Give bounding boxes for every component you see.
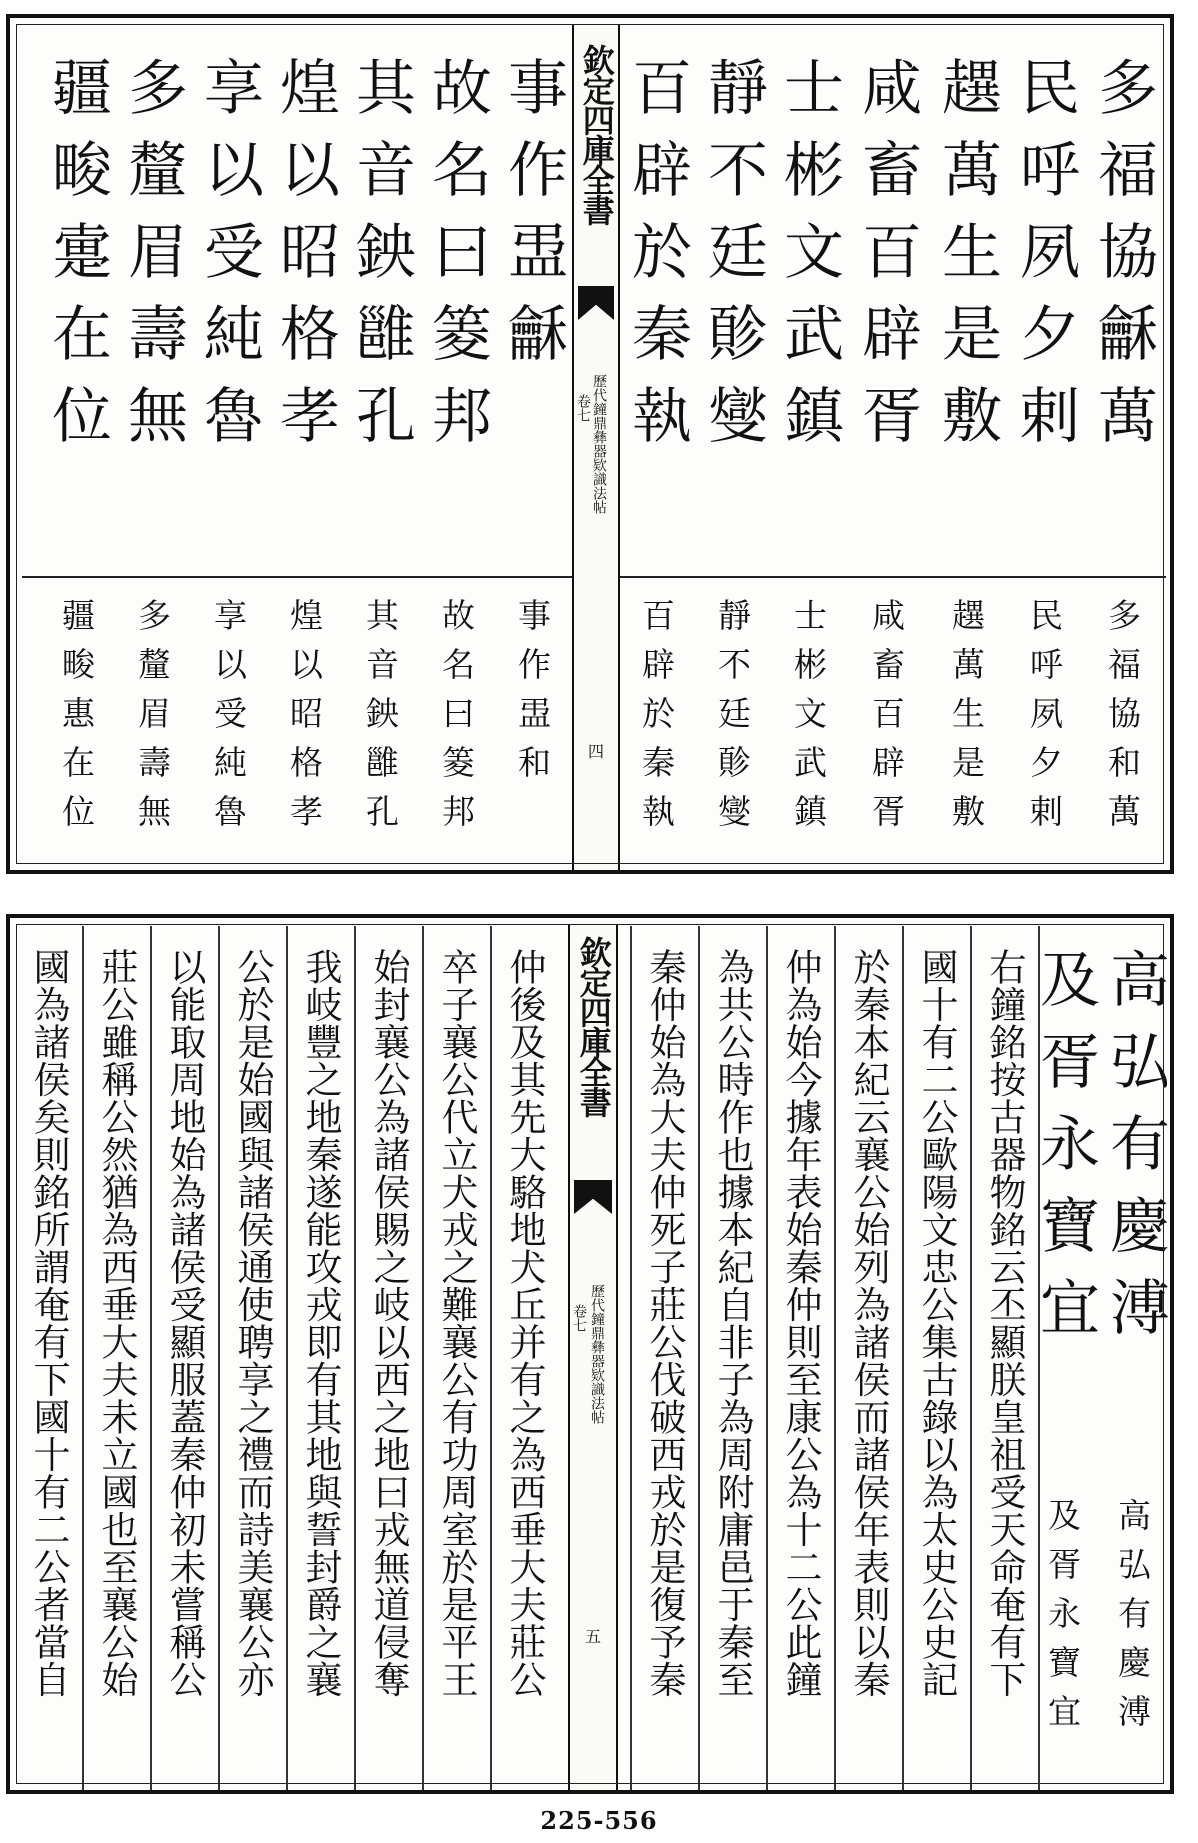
top-right-seal-col-2: 民呼夙夕剌	[1010, 56, 1080, 466]
top-page-gutter	[572, 24, 620, 870]
top-gloss-divider-left	[22, 576, 572, 578]
bottom-left-text-col-2: 卒子襄公代立犬戎之難襄公有功周室於是平王	[435, 948, 478, 1698]
bottom-right-text-col-6: 秦仲始為大夫仲死子莊公伐破西戎於是復予秦	[643, 948, 686, 1698]
bottom-header-title: 欽定四庫全書	[574, 936, 613, 1116]
top-left-gloss-col-4: 煌以昭格孝	[285, 598, 324, 843]
top-left-gloss-col-2: 故名曰䈊邦	[437, 598, 476, 843]
top-right-gloss-col-3: 趩萬生是敷	[947, 598, 986, 843]
bottom-leaf-number: 五	[584, 1627, 602, 1646]
bottom-right-text-col-5: 為共公時作也據本紀自非子為周附庸邑于秦至	[711, 948, 754, 1698]
top-right-seal-col-4: 咸畜百辟胥	[852, 56, 922, 466]
top-left-seal-col-7: 疆畯疐在位	[42, 56, 112, 466]
top-right-seal-col-6: 靜不廷䪾燮	[698, 56, 768, 466]
top-left-gloss-col-7: 疆畯惠在位	[57, 598, 96, 843]
bottom-header-volume: 卷七	[571, 1304, 587, 1332]
bottom-right-text-col-4: 仲為始今據年表始秦仲則至康公為十二公此鐘	[779, 948, 822, 1698]
top-left-gloss-col-5: 享以受純魯	[209, 598, 248, 843]
top-fish-tail-mark	[578, 286, 614, 320]
bottom-right-gloss-col-1: 高弘有慶溥	[1113, 1498, 1152, 1743]
bottom-page	[6, 914, 1174, 1794]
bottom-page-gutter	[568, 924, 618, 1790]
bottom-left-text-col-8: 國為諸侯矣則銘所謂奄有下國十有二公者當自	[27, 948, 70, 1698]
top-header-volume: 卷七	[575, 394, 591, 422]
bottom-left-text-col-4: 我岐豐之地秦遂能攻戎即有其地與誓封爵之襄	[299, 948, 342, 1698]
top-header-subtitle: 歷代鐘鼎彝器欵識法帖	[591, 374, 607, 514]
top-right-seal-col-1: 多福協龢萬	[1088, 56, 1158, 466]
top-left-gloss-col-6: 多釐眉壽無	[133, 598, 172, 843]
top-right-gloss-col-6: 靜不廷䪾燮	[713, 598, 752, 843]
bottom-right-text-col-2: 國十有二公歐陽文忠公集古錄以為太史公史記	[915, 948, 958, 1698]
bottom-right-seal-col-2: 及胥永寶宜	[1030, 948, 1100, 1358]
top-left-seal-col-4: 煌以昭格孝	[270, 56, 340, 466]
top-left-seal-col-6: 多釐眉壽無	[118, 56, 188, 466]
top-leaf-number: 四	[587, 742, 605, 761]
bottom-right-text-col-3: 於秦本紀云襄公始列為諸侯而諸侯年表則以秦	[847, 948, 890, 1698]
top-right-seal-col-5: 士彬文武鎮	[774, 56, 844, 466]
top-left-seal-col-3: 其音鉠雝孔	[346, 56, 416, 466]
bottom-right-seal-col-1: 高弘有慶溥	[1100, 948, 1170, 1358]
top-right-gloss-col-4: 咸畜百辟胥	[867, 598, 906, 843]
page-number: 225-556	[540, 1806, 658, 1835]
bottom-right-text-col-1: 右鐘銘按古器物銘云丕顯朕皇祖受天命奄有下	[983, 948, 1026, 1698]
top-right-gloss-col-2: 民呼夙夕剌	[1025, 598, 1064, 843]
top-left-seal-col-5: 享以受純魯	[194, 56, 264, 466]
bottom-left-text-col-3: 始封襄公為諸侯賜之岐以西之地曰戎無道侵奪	[367, 948, 410, 1698]
bottom-left-text-col-6: 以能取周地始為諸侯受顯服蓋秦仲初未嘗稱公	[163, 948, 206, 1698]
bottom-left-text-col-7: 莊公雖稱公然猶為西垂大夫未立國也至襄公始	[95, 948, 138, 1698]
top-left-seal-col-2: 故名曰䈊邦	[422, 56, 492, 466]
bottom-left-text-col-5: 公於是始國與諸侯通使聘享之禮而詩美襄公亦	[231, 948, 274, 1698]
top-right-gloss-col-1: 多福協和萬	[1103, 598, 1142, 843]
top-right-seal-col-3: 趩萬生是敷	[932, 56, 1002, 466]
top-right-gloss-col-5: 士彬文武鎮	[789, 598, 828, 843]
top-right-seal-col-7: 百辟於秦執	[622, 56, 692, 466]
bottom-fish-tail-mark	[574, 1180, 612, 1214]
top-page	[6, 14, 1174, 874]
bottom-left-text-col-1: 仲後及其先大駱地犬丘并有之為西垂大夫莊公	[503, 948, 546, 1698]
top-left-gloss-col-3: 其音鉠雝孔	[361, 598, 400, 843]
top-gloss-divider-right	[618, 576, 1166, 578]
bottom-right-gloss-col-2: 及胥永寶宜	[1043, 1498, 1082, 1743]
top-left-seal-col-1: 事作盄龢	[498, 56, 568, 384]
top-header-title: 欽定四庫全書	[577, 44, 616, 224]
bottom-header-subtitle: 歷代鐘鼎彝器欵識法帖	[589, 1284, 605, 1424]
top-left-gloss-col-1: 事作盄和	[513, 598, 552, 794]
top-right-gloss-col-7: 百辟於秦執	[637, 598, 676, 843]
